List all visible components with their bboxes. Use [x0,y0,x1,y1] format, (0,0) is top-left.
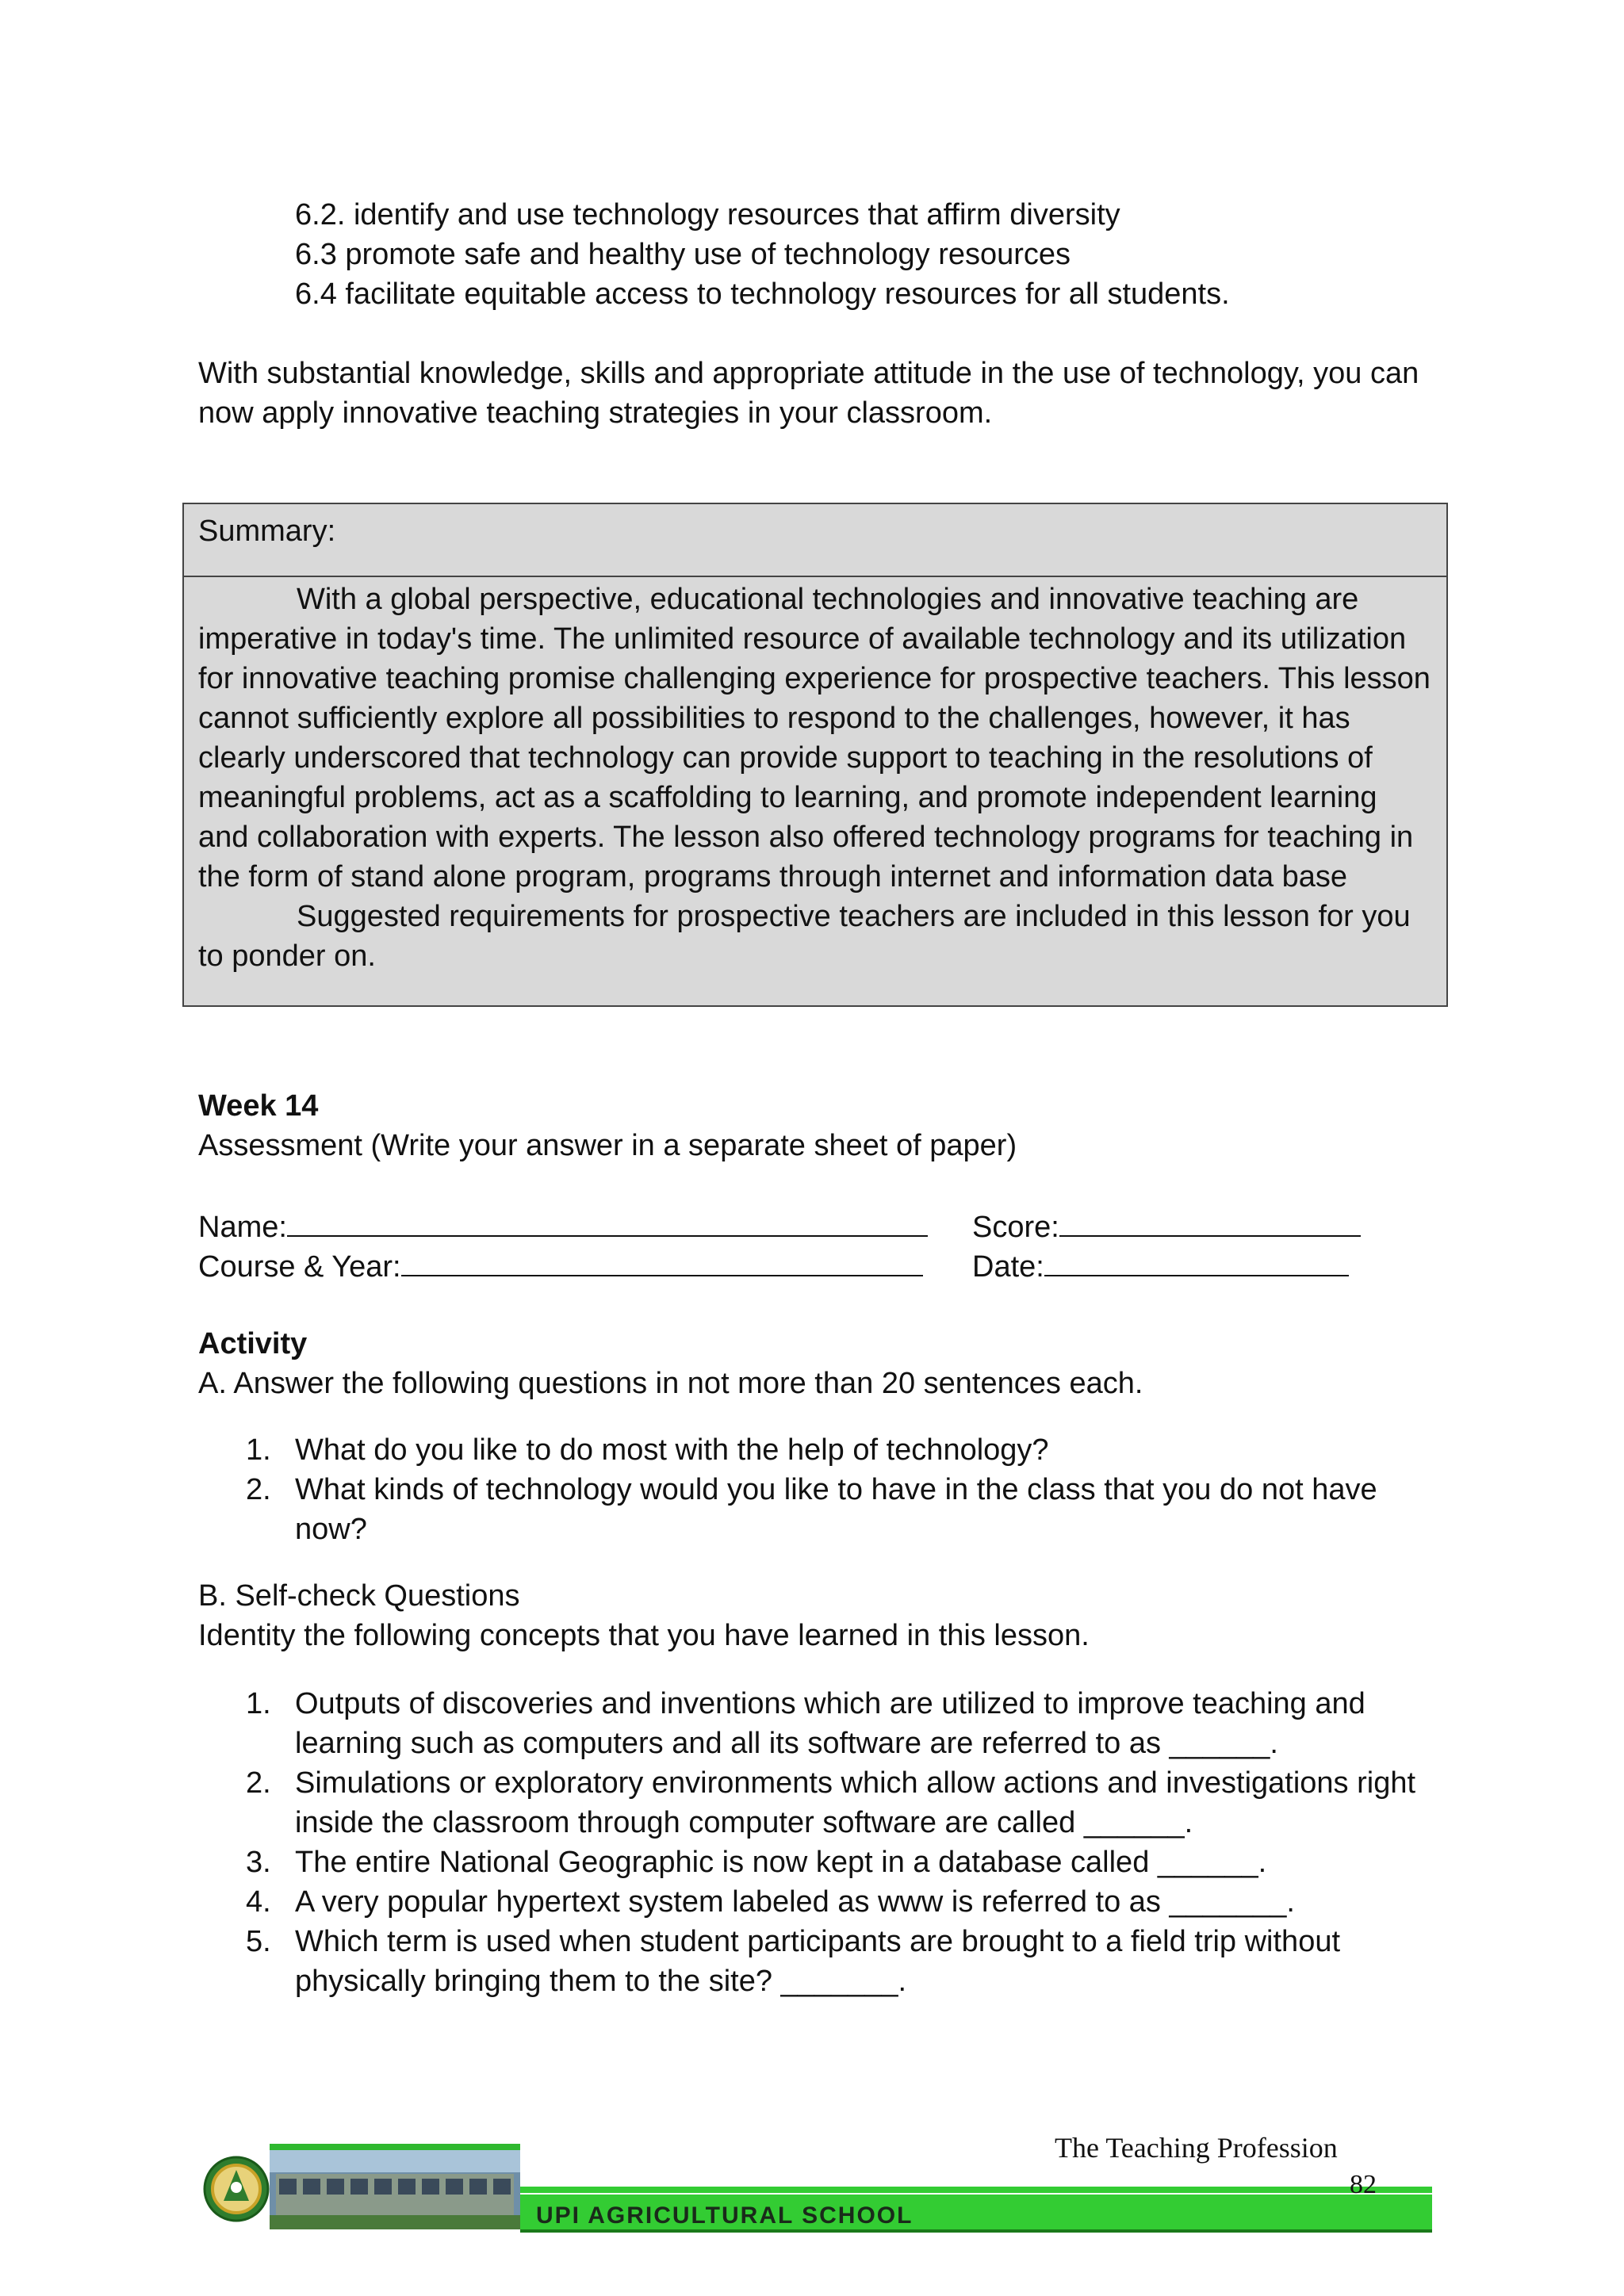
intro-line: now apply innovative teaching strategies in your classroom. [198,396,993,430]
list-item [198,1763,1475,1843]
activity-title: Activity [198,1327,308,1360]
question-number: 4. [246,1885,271,1919]
score-field[interactable] [972,1205,1361,1247]
banner-stripe [520,2187,1432,2193]
intro-paragraph [198,354,1451,433]
page-number: 82 [1350,2170,1377,2199]
school-name: UPI AGRICULTURAL SCHOOL [536,2202,914,2229]
question-text: now? [295,1513,367,1546]
summary-box [182,503,1448,1007]
summary-heading: Summary: [184,504,1446,577]
question-text: What kinds of technology would you like to have in the class that you do not have [295,1473,1377,1506]
question-text: A very popular hypertext system labeled as www is referred to as _______. [295,1885,1295,1919]
objectives-sublist [295,195,1484,314]
school-seal-icon [205,2157,268,2221]
question-number: 2. [246,1473,271,1506]
summary-line: With a global perspective, educational technologies and innovative teaching are [297,583,1359,616]
question-text: The entire National Geographic is now kept in a database called ______. [295,1846,1267,1879]
summary-line: to ponder on. [198,939,376,973]
name-label: Name: [198,1211,287,1244]
date-label: Date: [972,1250,1044,1284]
summary-body [184,577,1435,976]
list-item [198,1430,1435,1470]
activity-question-list [198,1430,1435,1549]
date-blank[interactable] [1044,1245,1349,1276]
score-label: Score: [972,1211,1059,1244]
summary-line: for innovative teaching promise challenging experience for prospective teachers. This lesson [198,662,1431,695]
objective-6-2: 6.2. identify and use technology resources that affirm diversity [295,198,1120,232]
question-text: learning such as computers and all its software are referred to as ______. [295,1727,1278,1760]
question-text: Which term is used when student participants are brought to a field trip without [295,1925,1341,1958]
list-item [198,1882,1475,1922]
summary-line: Suggested requirements for prospective teachers are included in this lesson for you [297,900,1411,933]
self-check-question-list [198,1684,1475,2001]
score-blank[interactable] [1059,1205,1361,1237]
question-text: Outputs of discoveries and inventions which are utilized to improve teaching and [295,1687,1365,1720]
objective-6-3: 6.3 promote safe and healthy use of technology resources [295,238,1071,271]
intro-line: With substantial knowledge, skills and appropriate attitude in the use of technology, you can [198,357,1419,390]
self-check-instruction: Identity the following concepts that you have learned in this lesson. [198,1619,1090,1652]
activity-instruction: A. Answer the following questions in not more than 20 sentences each. [198,1367,1143,1400]
date-field[interactable] [972,1245,1349,1287]
self-check-title: B. Self-check Questions [198,1579,520,1613]
week-title: Week 14 [198,1089,319,1123]
list-item [198,1843,1475,1882]
list-item [198,1470,1435,1549]
name-field[interactable] [198,1205,928,1247]
assessment-instruction: Assessment (Write your answer in a separate sheet of paper) [198,1129,1017,1162]
question-number: 1. [246,1433,271,1467]
list-item [198,1684,1475,1763]
question-number: 3. [246,1846,271,1879]
question-text: What do you like to do most with the help of technology? [295,1433,1049,1467]
question-text: Simulations or exploratory environments which allow actions and investigations right [295,1766,1416,1800]
question-text: physically bringing them to the site? _______. [295,1965,907,1998]
summary-line: cannot sufficiently explore all possibilities to respond to the challenges, however, it has [198,702,1350,735]
summary-line: imperative in today's time. The unlimited resource of available technology and its utilization [198,622,1407,656]
summary-line: meaningful problems, act as a scaffolding to learning, and promote independent learning [198,781,1377,814]
banner-underline [520,2229,1432,2233]
question-number: 5. [246,1925,271,1958]
summary-line: clearly underscored that technology can provide support to teaching in the resolutions of [198,741,1373,775]
course-year-blank[interactable] [401,1245,923,1276]
course-year-field[interactable] [198,1245,923,1287]
course-year-label: Course & Year: [198,1250,401,1284]
summary-line: and collaboration with experts. The lesson also offered technology programs for teaching in [198,821,1414,854]
question-number: 1. [246,1687,271,1720]
list-item [198,1922,1475,2001]
question-text: inside the classroom through computer software are called ______. [295,1806,1193,1839]
book-title: The Teaching Profession [1055,2132,1338,2164]
summary-line: the form of stand alone program, programs through internet and information data base [198,860,1348,894]
name-blank[interactable] [287,1205,928,1237]
question-number: 2. [246,1766,271,1800]
objective-6-4: 6.4 facilitate equitable access to technology resources for all students. [295,277,1230,311]
school-building-image [270,2144,520,2229]
